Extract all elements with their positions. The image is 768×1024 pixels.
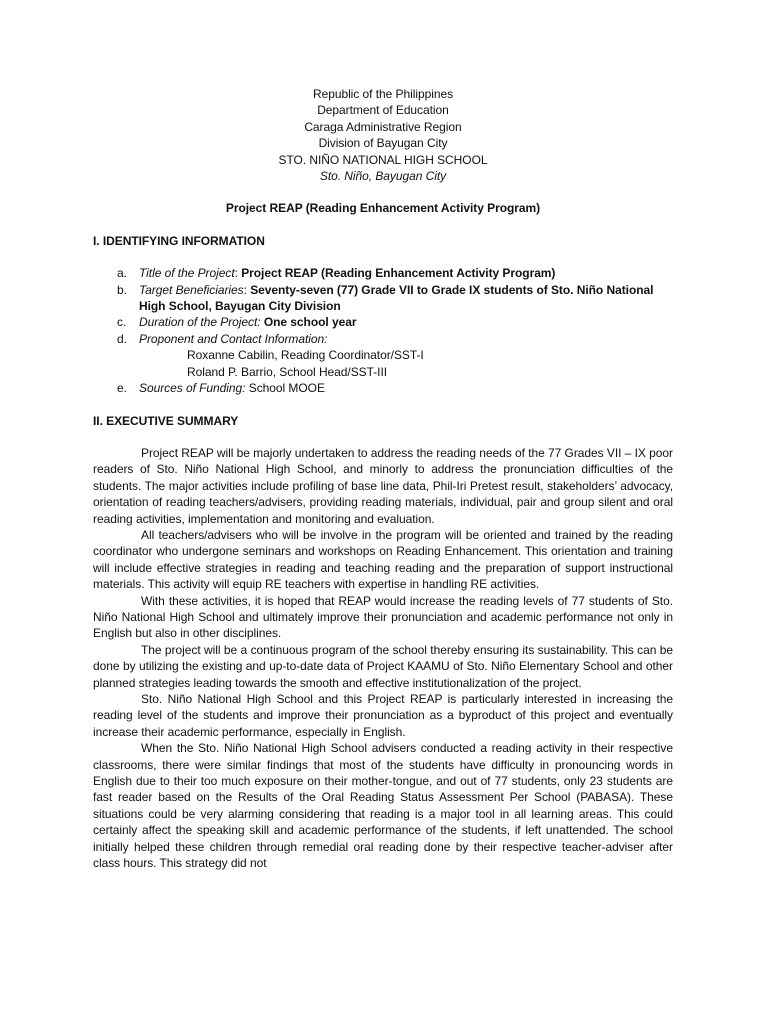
letterhead-division: Division of Bayugan City xyxy=(318,136,448,151)
list-item xyxy=(93,314,673,330)
contact-line: Roxanne Cabilin, Reading Coordinator/SST-I xyxy=(187,348,424,363)
summary-paragraph: Sto. Niño National High School and this Project REAP is particularly interested in increasing the reading level of the students and improve their pronunciation as a byproduct of this project and eventually increase their academic performance, especially in English. xyxy=(93,692,673,739)
letterhead-address: Sto. Niño, Bayugan City xyxy=(319,169,447,184)
executive-summary-body xyxy=(93,445,673,872)
summary-paragraph: Project REAP will be majorly undertaken to address the reading needs of the 77 Grades VII – IX poor readers of Sto. Niño National High School, and minorly to address the pronunciation difficulties of the students. The major activities include profiling of base line data, Phil-Iri Pretest result, stakeholders’ advocacy, orientation of reading teachers/advisers, providing reading materials, individual, pair and group silent and oral reading activities, implementation and monitoring and evaluation. xyxy=(93,445,673,526)
item-value: One school year xyxy=(263,315,357,330)
item-label: Title of the Project xyxy=(139,266,235,281)
list-marker: b. xyxy=(117,282,127,297)
section-heading-executive-summary: II. EXECUTIVE SUMMARY xyxy=(93,413,239,428)
item-value: School MOOE xyxy=(248,381,325,396)
identifying-information-list xyxy=(93,265,673,396)
section-heading-identifying-information: I. IDENTIFYING INFORMATION xyxy=(93,233,265,248)
contact-line: Roland P. Barrio, School Head/SST-III xyxy=(187,364,388,379)
list-item xyxy=(93,282,673,315)
item-separator: : xyxy=(243,282,251,297)
summary-paragraph: All teachers/advisers who will be involve in the program will be oriented and trained by the reading coordinator who undergone seminars and workshops on Reading Enhancement. This orientation and training will include effective strategies in reading and teaching reading and the preparation of support instructional materials. This activity will equip RE teachers with expertise in handling RE activities. xyxy=(93,527,673,592)
item-value: Seventy-seven (77) Grade VII to Grade IX students of Sto. Niño National High School, Bayugan City Division xyxy=(139,282,654,314)
letterhead-school: STO. NIÑO NATIONAL HIGH SCHOOL xyxy=(278,152,488,167)
list-marker: e. xyxy=(117,381,127,396)
list-marker: d. xyxy=(117,331,127,346)
letterhead-region: Caraga Administrative Region xyxy=(304,119,462,134)
item-label: Sources of Funding: xyxy=(139,381,246,396)
list-marker: a. xyxy=(117,266,127,281)
summary-paragraph: The project will be a continuous program of the school thereby ensuring its sustainability. This can be done by utilizing the existing and up-to-date data of Project KAAMU of Sto. Niño Elementary School and other planned strategies leading towards the smooth and effective institutionalization of the project. xyxy=(93,642,673,690)
item-label: Proponent and Contact Information: xyxy=(139,331,328,346)
letterhead-department: Department of Education xyxy=(317,103,449,118)
list-item xyxy=(93,380,673,396)
summary-paragraph: With these activities, it is hoped that REAP would increase the reading levels of 77 students of Sto. Niño National High School and ultimately improve their pronunciation and academic performance not only in English but also in other disciplines. xyxy=(93,593,673,641)
list-item xyxy=(93,265,673,281)
item-label: Duration of the Project: xyxy=(139,315,261,330)
item-value: Project REAP (Reading Enhancement Activity Program) xyxy=(241,266,556,281)
letterhead-country: Republic of the Philippines xyxy=(312,87,454,101)
list-item xyxy=(93,331,673,380)
summary-paragraph: When the Sto. Niño National High School advisers conducted a reading activity in their respective classrooms, there were similar findings that most of the students have difficulty in pronouncing words in English due to their too much exposure on their mother-tongue, and out of 77 students, only 23 students are fast reader based on the Results of the Oral Reading Status Assessment Per School (PABASA). These situations could be very alarming considering that reading is a major tool in all learning areas. This could certainly affect the speaking skill and academic performance of the students, if left unattended. The school initially helped these children through remedial oral reading done by their respective teacher-adviser after class hours. This strategy did not xyxy=(93,741,673,871)
document-title: Project REAP (Reading Enhancement Activity Program) xyxy=(225,201,541,216)
letterhead xyxy=(93,86,673,184)
document-page xyxy=(93,86,673,871)
item-label: Target Beneficiaries xyxy=(139,282,244,297)
list-marker: c. xyxy=(117,315,127,330)
item-separator: : xyxy=(234,266,242,281)
